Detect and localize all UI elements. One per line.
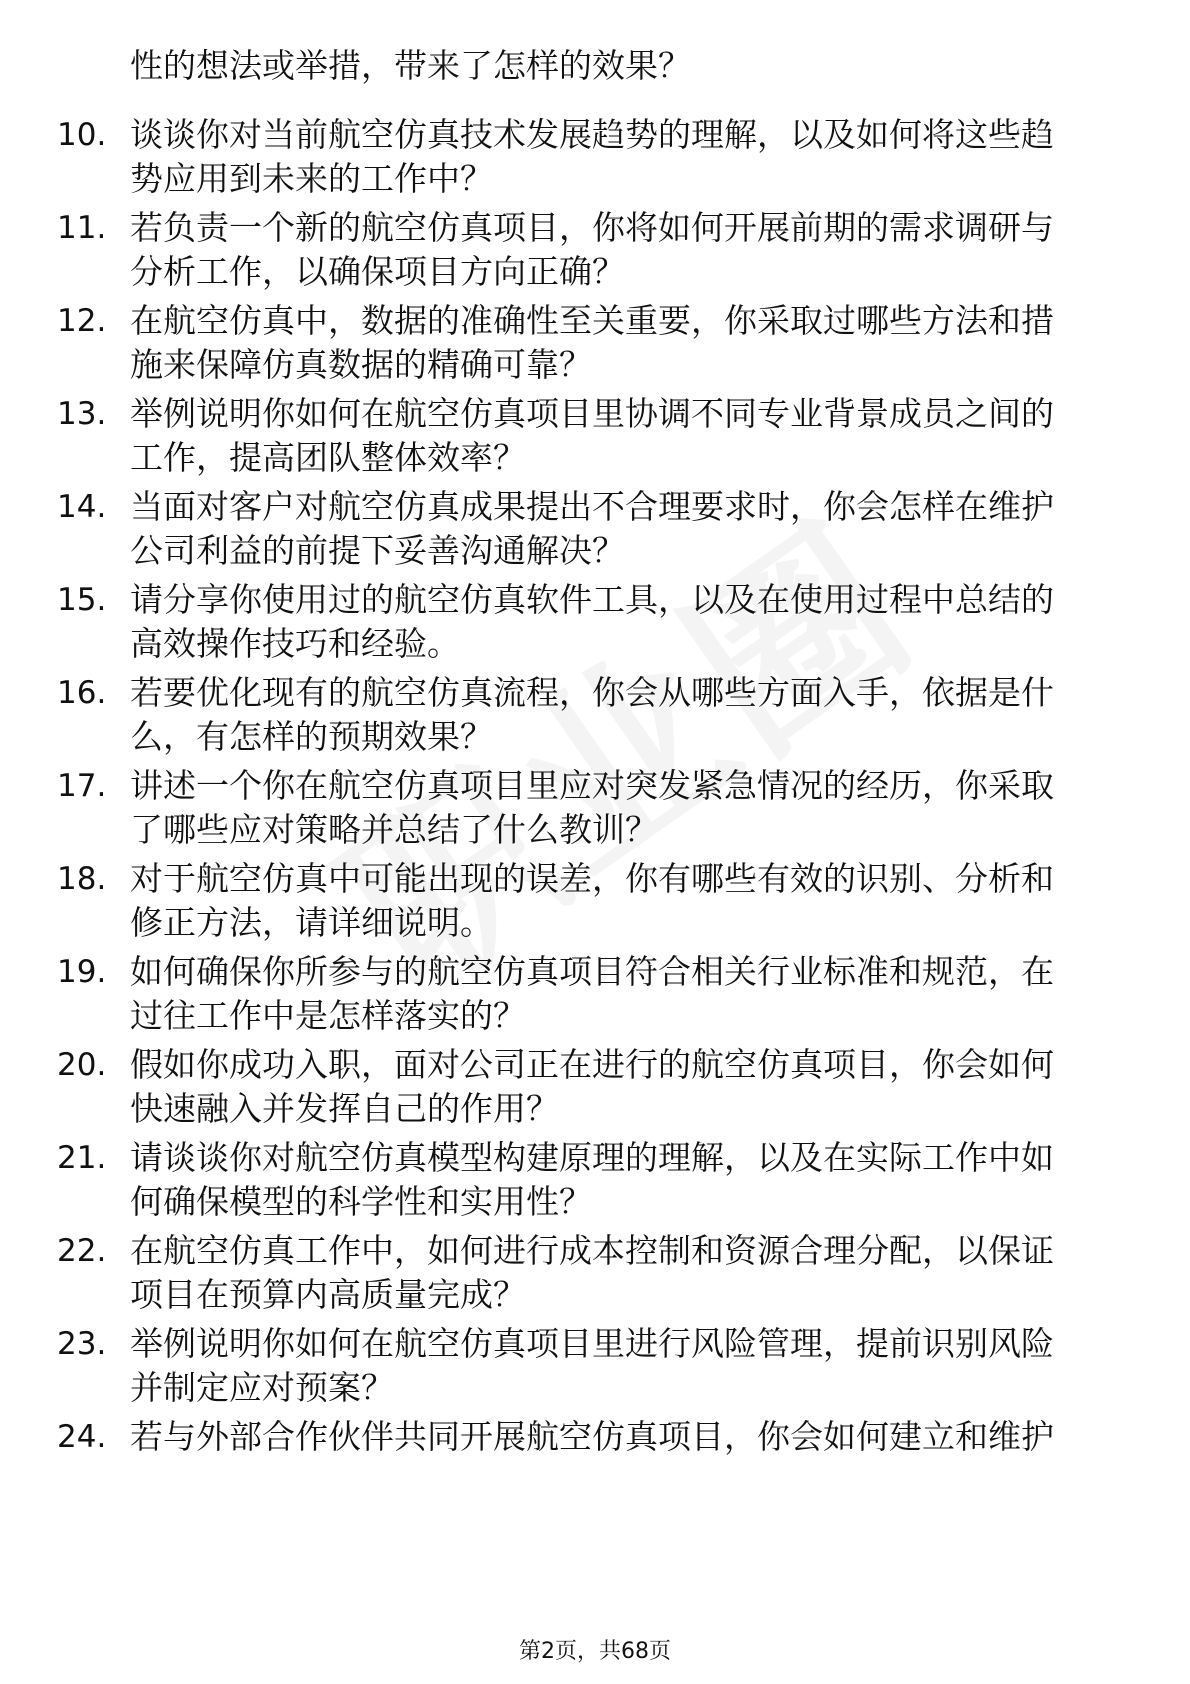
- question-text-line: 过往工作中是怎样落实的？: [130, 996, 526, 1035]
- question-number: 11.: [57, 210, 107, 246]
- question-text-line: 并制定应对预案？: [130, 1368, 394, 1407]
- question-text-line: 何确保模型的科学性和实用性？: [130, 1182, 592, 1221]
- question-text-line: 工作，提高团队整体效率？: [130, 438, 526, 477]
- question-text-line: 举例说明你如何在航空仿真项目里协调不同专业背景成员之间的: [130, 394, 1054, 433]
- question-text-line: 请谈谈你对航空仿真模型构建原理的理解，以及在实际工作中如: [130, 1138, 1054, 1177]
- question-text-line: 对于航空仿真中可能出现的误差，你有哪些有效的识别、分析和: [130, 859, 1054, 898]
- question-text-line: 公司利益的前提下妥善沟通解决？: [130, 531, 625, 570]
- question-text-line: 请分享你使用过的航空仿真软件工具，以及在使用过程中总结的: [130, 580, 1054, 619]
- question-item: [0, 113, 1190, 206]
- question-item: [0, 857, 1190, 950]
- question-text-line: 若负责一个新的航空仿真项目，你将如何开展前期的需求调研与: [130, 208, 1054, 247]
- question-text-line: 么，有怎样的预期效果？: [130, 717, 493, 756]
- question-number: 18.: [57, 861, 107, 897]
- question-item: [0, 1322, 1190, 1415]
- question-item: [0, 1136, 1190, 1229]
- question-text-line: 如何确保你所参与的航空仿真项目符合相关行业标准和规范，在: [130, 952, 1054, 991]
- question-number: 13.: [57, 396, 107, 432]
- question-number: 14.: [57, 489, 107, 525]
- question-item: [0, 392, 1190, 485]
- page-footer: 第2页，共68页: [519, 1639, 671, 1664]
- question-text-line: 项目在预算内高质量完成？: [130, 1275, 526, 1314]
- question-number: 10.: [57, 117, 107, 153]
- question-number: 12.: [57, 303, 107, 339]
- question-item: [0, 578, 1190, 671]
- question-text-line: 快速融入并发挥自己的作用？: [130, 1089, 559, 1128]
- question-item: [0, 299, 1190, 392]
- question-item: [0, 1043, 1190, 1136]
- question-number: 23.: [57, 1326, 107, 1362]
- question-text-line: 在航空仿真中，数据的准确性至关重要，你采取过哪些方法和措: [130, 301, 1054, 340]
- question-list: [0, 113, 1190, 1508]
- question-item: [0, 1415, 1190, 1508]
- question-number: 15.: [57, 582, 107, 618]
- question-item: [0, 950, 1190, 1043]
- question-text-line: 势应用到未来的工作中？: [130, 159, 493, 198]
- question-text-line: 举例说明你如何在航空仿真项目里进行风险管理，提前识别风险: [130, 1324, 1054, 1363]
- question-text-line: 讲述一个你在航空仿真项目里应对突发紧急情况的经历，你采取: [130, 766, 1054, 805]
- question-item: [0, 764, 1190, 857]
- question-item: [0, 671, 1190, 764]
- question-text-line: 分析工作，以确保项目方向正确？: [130, 252, 625, 291]
- question-item: [0, 1229, 1190, 1322]
- question-number: 20.: [57, 1047, 107, 1083]
- question-number: 16.: [57, 675, 107, 711]
- question-continuation: 性的想法或举措，带来了怎样的效果？: [130, 46, 691, 85]
- question-number: 22.: [57, 1233, 107, 1269]
- question-text-line: 高效操作技巧和经验。: [130, 624, 460, 663]
- question-number: 17.: [57, 768, 107, 804]
- question-item: [0, 485, 1190, 578]
- question-number: 24.: [57, 1419, 107, 1455]
- question-text-line: 当面对客户对航空仿真成果提出不合理要求时，你会怎样在维护: [130, 487, 1054, 526]
- question-item: [0, 206, 1190, 299]
- question-number: 19.: [57, 954, 107, 990]
- question-text-line: 若与外部合作伙伴共同开展航空仿真项目，你会如何建立和维护: [130, 1417, 1054, 1456]
- question-text-line: 在航空仿真工作中，如何进行成本控制和资源合理分配，以保证: [130, 1231, 1054, 1270]
- question-text-line: 假如你成功入职，面对公司正在进行的航空仿真项目，你会如何: [130, 1045, 1054, 1084]
- question-text-line: 施来保障仿真数据的精确可靠？: [130, 345, 592, 384]
- question-text-line: 修正方法，请详细说明。: [130, 903, 493, 942]
- question-text-line: 若要优化现有的航空仿真流程，你会从哪些方面入手，依据是什: [130, 673, 1054, 712]
- question-text-line: 谈谈你对当前航空仿真技术发展趋势的理解，以及如何将这些趋: [130, 115, 1054, 154]
- question-number: 21.: [57, 1140, 107, 1176]
- question-text-line: 了哪些应对策略并总结了什么教训？: [130, 810, 658, 849]
